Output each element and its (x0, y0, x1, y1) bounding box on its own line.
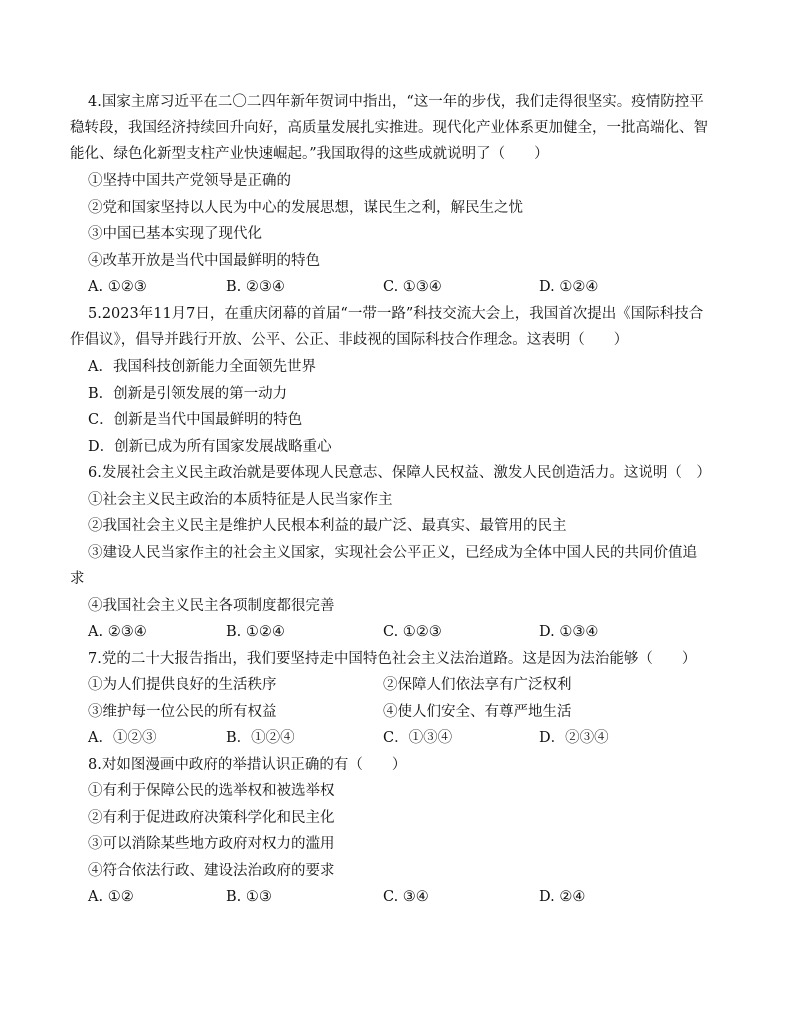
q7-statement-4: ④使人们安全、有尊严地生活 (383, 704, 572, 720)
q4-statement-4: ④改革开放是当代中国最鲜明的特色 (88, 253, 320, 269)
q4-option-a: A. ①②③ (88, 279, 147, 295)
q4-option-c: C. ①③④ (383, 279, 442, 295)
q6-statement-4: ④我国社会主义民主各项制度都很完善 (88, 598, 335, 614)
q5-option-c: C．创新是当代中国最鲜明的特色 (88, 412, 303, 428)
q7-option-c: C．①③④ (383, 730, 453, 746)
q5-stem-line-1: 5.2023年11月7日，在重庆闭幕的首届“一带一路”科技交流大会上，我国首次提出《国际科技合 (88, 306, 704, 322)
q8-statement-3: ③可以消除某些地方政府对权力的滥用 (88, 836, 335, 852)
q4-stem-line-3: 能化、绿色化新型支柱产业快速崛起。”我国取得的这些成就说明了（ ） (70, 146, 549, 162)
q7-statement-1: ①为人们提供良好的生活秩序 (88, 677, 277, 693)
q6-statement-2: ②我国社会主义民主是维护人民根本利益的最广泛、最真实、最管用的民主 (88, 518, 567, 534)
q8-statement-1: ①有利于保障公民的选举权和被选举权 (88, 783, 335, 799)
q5-option-d: D．创新已成为所有国家发展战略重心 (88, 439, 332, 455)
q6-statement-1: ①社会主义民主政治的本质特征是人民当家作主 (88, 492, 393, 508)
q6-statement-3-line-2: 求 (70, 571, 85, 587)
q7-option-b: B．①②④ (226, 730, 295, 746)
q7-statement-3: ③维护每一位公民的所有权益 (88, 704, 277, 720)
q4-statement-1: ①坚持中国共产党领导是正确的 (88, 173, 291, 189)
q4-option-b: B. ②③④ (226, 279, 285, 295)
q5-option-a: A．我国科技创新能力全面领先世界 (88, 359, 316, 375)
q4-statement-2: ②党和国家坚持以人民为中心的发展思想，谋民生之利，解民生之忧 (88, 200, 523, 216)
q7-statement-2: ②保障人们依法享有广泛权利 (383, 677, 572, 693)
q6-option-c: C. ①②③ (383, 624, 442, 640)
q4-option-d: D. ①②④ (539, 279, 599, 295)
q8-option-a: A. ①② (88, 889, 134, 905)
q6-option-b: B. ①②④ (226, 624, 285, 640)
q5-stem-line-2: 作倡议》，倡导并践行开放、公平、公正、非歧视的国际科技合作理念。这表明（ ） (70, 332, 629, 348)
q7-stem-line-1: 7.党的二十大报告指出，我们要坚持走中国特色社会主义法治道路。这是因为法治能够（ ） (88, 651, 697, 667)
q5-option-b: B．创新是引领发展的第一动力 (88, 386, 288, 402)
q4-stem-line-1: 4.国家主席习近平在二〇二四年新年贺词中指出，“这一年的步伐，我们走得很坚实。疫情防控平 (88, 94, 704, 110)
q7-option-a: A．①②③ (88, 730, 157, 746)
q6-statement-3-line-1: ③建设人民当家作主的社会主义国家，实现社会公平正义，已经成为全体中国人民的共同价值追 (88, 545, 697, 561)
q8-stem-line-1: 8.对如图漫画中政府的举措认识正确的有（ ） (88, 757, 407, 773)
q4-statement-3: ③中国已基本实现了现代化 (88, 226, 262, 242)
q8-option-d: D. ②④ (539, 889, 586, 905)
q8-statement-4: ④符合依法行政、建设法治政府的要求 (88, 863, 335, 879)
q6-option-a: A. ②③④ (88, 624, 147, 640)
q8-statement-2: ②有利于促进政府决策科学化和民主化 (88, 810, 335, 826)
q6-stem-line-1: 6.发展社会主义民主政治就是要体现人民意志、保障人民权益、激发人民创造活力。这说明（ ） (88, 465, 711, 481)
q7-option-d: D．②③④ (539, 730, 609, 746)
q6-option-d: D. ①③④ (539, 624, 599, 640)
q8-option-b: B. ①③ (226, 889, 272, 905)
q8-option-c: C. ③④ (383, 889, 429, 905)
q4-stem-line-2: 稳转段，我国经济持续回升向好，高质量发展扎实推进。现代化产业体系更加健全，一批高端化、智 (70, 120, 708, 136)
